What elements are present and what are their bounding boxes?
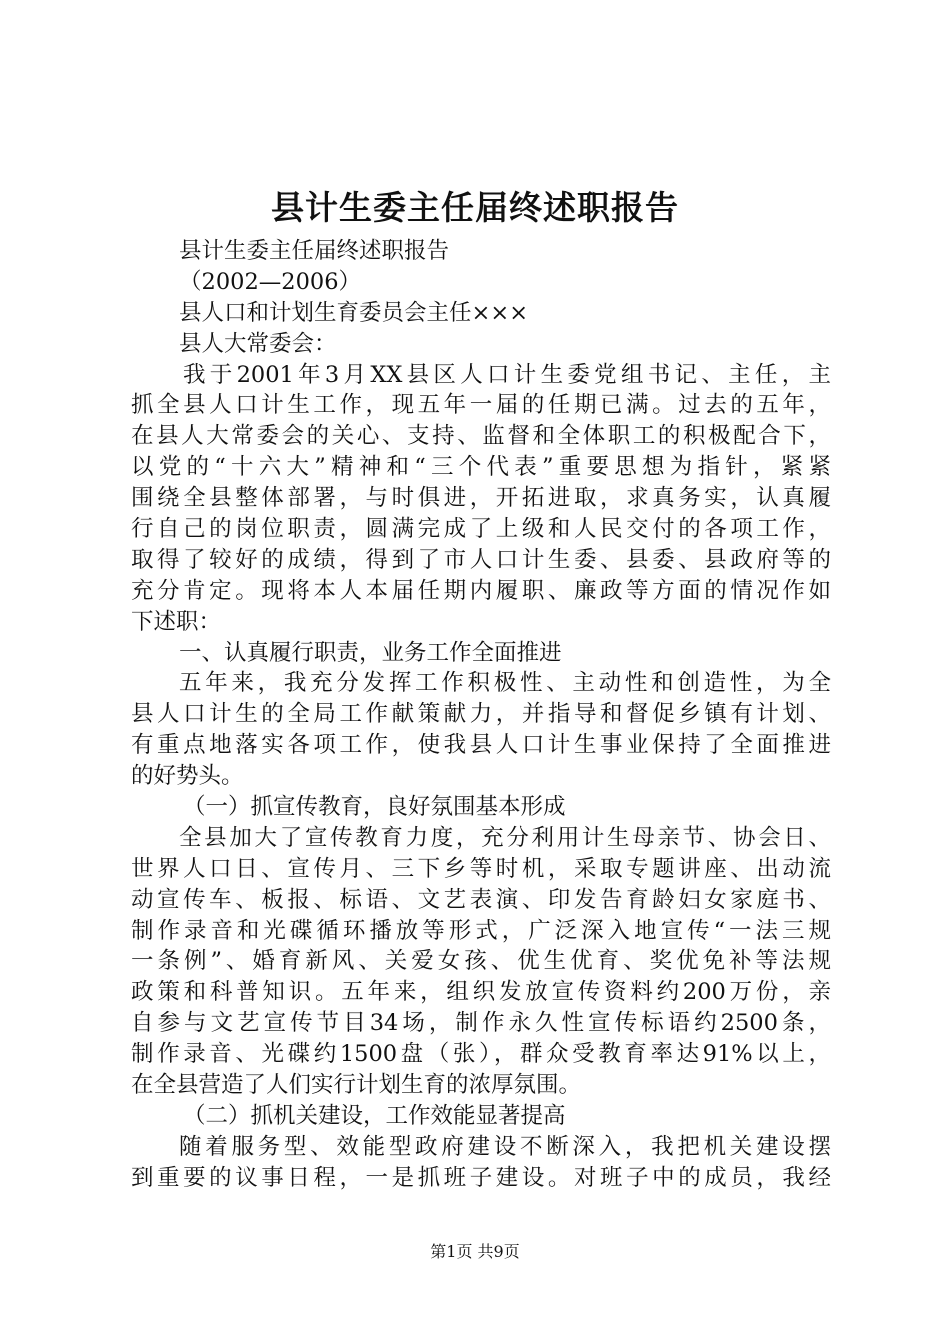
body-line: 县人大常委会： bbox=[179, 330, 337, 357]
body-line: 有重点地落实各项工作，使我县人口计生事业保持了全面推进 bbox=[131, 732, 831, 759]
body-line: 行自己的岗位职责，圆满完成了上级和人民交付的各项工作， bbox=[131, 516, 831, 543]
body-line: 自参与文艺宣传节目34场，制作永久性宣传标语约2500条， bbox=[131, 1010, 831, 1037]
body-line: 充分肯定。现将本人本届任期内履职、廉政等方面的情况作如 bbox=[131, 577, 831, 604]
body-line: 我于2001年3月XX县区人口计生委党组书记、主任，主 bbox=[183, 361, 831, 388]
body-line: （2002—2006） bbox=[179, 268, 362, 295]
body-line: 县人口计生的全局工作献策献力，并指导和督促乡镇有计划、 bbox=[131, 701, 831, 728]
body-line: 制作录音和光碟循环播放等形式，广泛深入地宣传“一法三规 bbox=[131, 917, 831, 944]
body-line: 一条例”、婚育新风、关爱女孩、优生优育、奖优免补等法规 bbox=[131, 948, 831, 975]
subsection-heading: （二）抓机关建设，工作效能显著提高 bbox=[183, 1102, 566, 1129]
body-line: 动宣传车、板报、标语、文艺表演、印发告育龄妇女家庭书、 bbox=[131, 886, 831, 913]
subsection-heading: （一）抓宣传教育，良好氛围基本形成 bbox=[183, 794, 566, 821]
body-line: 围绕全县整体部署，与时俱进，开拓进取，求真务实，认真履 bbox=[131, 485, 831, 512]
section-heading: 一、认真履行职责，业务工作全面推进 bbox=[179, 639, 562, 666]
body-line: 的好势头。 bbox=[131, 763, 244, 790]
body-line: 取得了较好的成绩，得到了市人口计生委、县委、县政府等的 bbox=[131, 546, 831, 573]
body-line: 全县加大了宣传教育力度，充分利用计生母亲节、协会日、 bbox=[179, 824, 831, 851]
body-line: 以党的“十六大”精神和“三个代表”重要思想为指针，紧紧 bbox=[131, 454, 831, 481]
body-line: 抓全县人口计生工作，现五年一届的任期已满。过去的五年， bbox=[131, 392, 831, 419]
body-line: 在全县营造了人们实行计划生育的浓厚氛围。 bbox=[131, 1072, 582, 1099]
body-line: 县计生委主任届终述职报告 bbox=[179, 238, 450, 264]
body-line: 制作录音、光碟约1500盘（张），群众受教育率达91%以上， bbox=[131, 1041, 831, 1068]
page-footer: 第1页 共9页 bbox=[430, 1242, 520, 1261]
body-line: 世界人口日、宣传月、三下乡等时机，采取专题讲座、出动流 bbox=[131, 855, 831, 882]
body-line: 政策和科普知识。五年来，组织发放宣传资料约200万份，亲 bbox=[131, 979, 831, 1006]
document-body bbox=[131, 236, 831, 1194]
body-line: 五年来，我充分发挥工作积极性、主动性和创造性，为全 bbox=[179, 670, 831, 697]
body-line: 下述职： bbox=[131, 608, 222, 635]
body-line: 县人口和计划生育委员会主任××× bbox=[179, 299, 529, 326]
document-title: 县计生委主任届终述职报告 bbox=[271, 188, 679, 227]
body-line: 到重要的议事日程，一是抓班子建设。对班子中的成员，我经 bbox=[131, 1164, 831, 1191]
body-line: 随着服务型、效能型政府建设不断深入，我把机关建设摆 bbox=[179, 1133, 831, 1160]
body-line: 在县人大常委会的关心、支持、监督和全体职工的积极配合下， bbox=[131, 423, 831, 450]
